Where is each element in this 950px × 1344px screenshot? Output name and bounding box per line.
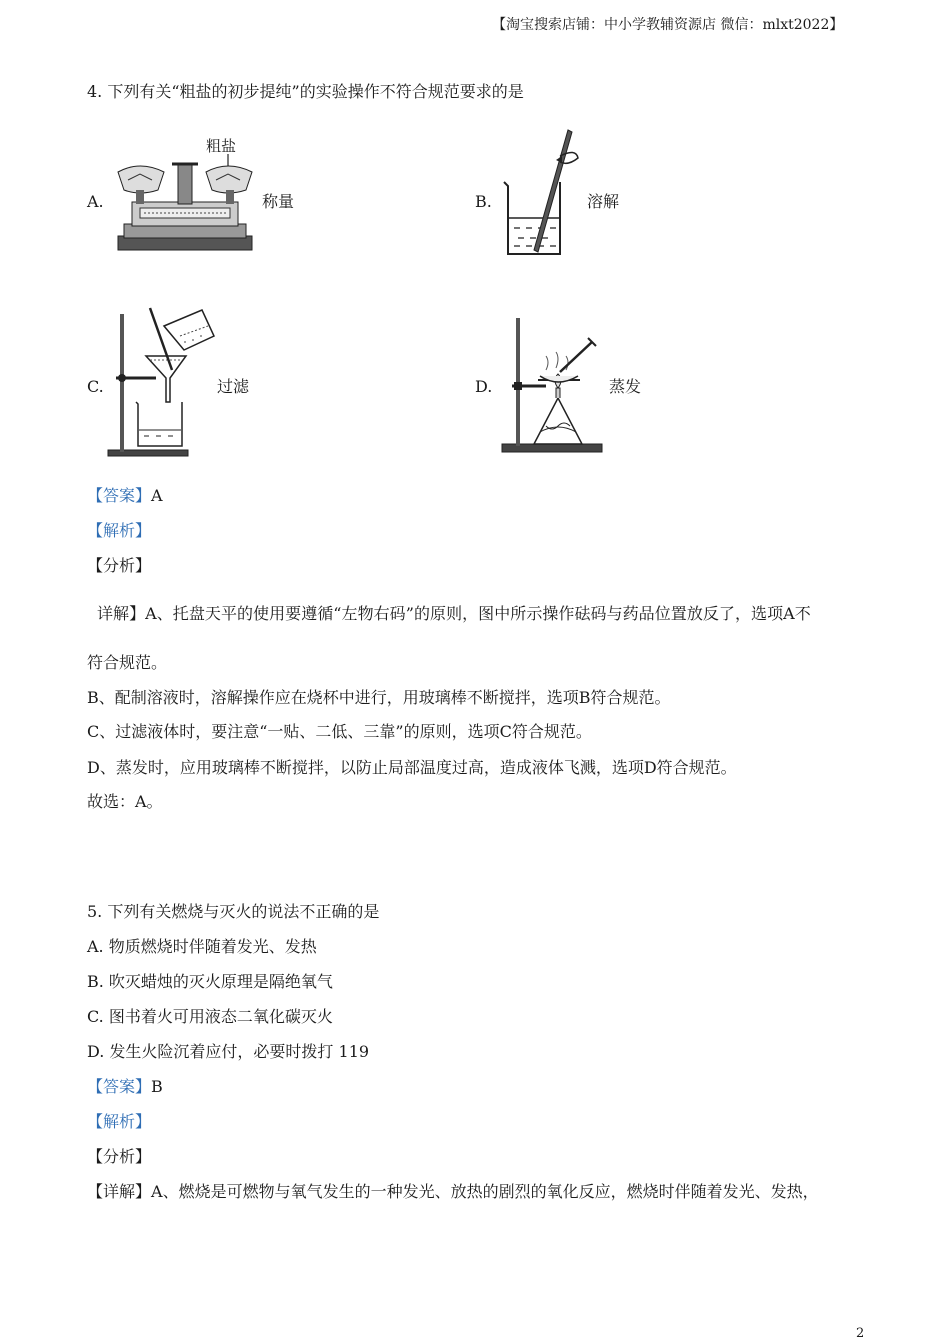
q4-answer-tag: 【答案】: [87, 486, 152, 505]
q4-detail-2: B、配制溶液时，溶解操作应在烧杯中进行，用玻璃棒不断搅拌，选项B符合规范。: [87, 688, 671, 707]
q5-detail-tag: 【详解】: [87, 1182, 152, 1201]
q5-answer-tag: 【答案】: [87, 1077, 152, 1096]
page-number: 2: [856, 1326, 865, 1341]
q4-detail-4: D、蒸发时，应用玻璃棒不断搅拌，以防止局部温度过高，造成液体飞溅，选项D符合规范。: [87, 758, 737, 777]
q4-answer-line: [87, 486, 163, 506]
q4-stem: 4. 下列有关“粗盐的初步提纯”的实验操作不符合规范要求的是: [87, 82, 524, 101]
q4-detail-3: C、过滤液体时，要注意“一贴、二低、三靠”的原则，选项C符合规范。: [87, 722, 592, 741]
q4-option-c-caption: 过滤: [217, 377, 250, 396]
q5-answer-line: [87, 1077, 163, 1097]
q4-option-a-letter: A.: [87, 192, 104, 211]
q4-answer-value: A: [151, 486, 163, 505]
q4-option-b-letter: B.: [475, 192, 492, 211]
q4-conclusion: 故选：A。: [87, 792, 163, 811]
q4-option-d-caption: 蒸发: [609, 377, 642, 396]
page-header: 【淘宝搜索店铺：中小学教辅资源店 微信：mlxt2022】: [492, 17, 844, 33]
q5-detail-1: A、燃烧是可燃物与氧气发生的一种发光、放热的剧烈的氧化反应，燃烧时伴随着发光、发热，: [151, 1182, 819, 1201]
q5-fenxi-tag: 【分析】: [87, 1147, 152, 1166]
q5-answer-value: B: [151, 1077, 163, 1096]
q5-option-b: B. 吹灭蜡烛的灭火原理是隔绝氧气: [87, 972, 333, 991]
q5-detail-line: [87, 1182, 819, 1202]
dissolving-figure: [498, 126, 588, 260]
evaporation-figure: [500, 314, 612, 456]
q4-option-a-caption: 称量: [262, 192, 295, 211]
figure-label-crude-salt: 粗盐: [206, 137, 237, 155]
q4-option-b-caption: 溶解: [587, 192, 620, 211]
q4-jiexi-tag: 【解析】: [87, 521, 152, 540]
q4-detail-1b: 符合规范。: [87, 653, 168, 672]
filtration-figure: [106, 306, 218, 458]
q4-option-d-letter: D.: [475, 377, 493, 396]
q4-option-c-letter: C.: [87, 377, 104, 396]
q5-option-d: D. 发生火险沉着应付，必要时拨打 119: [87, 1042, 370, 1061]
q5-stem: 5. 下列有关燃烧与灭火的说法不正确的是: [87, 902, 380, 921]
q4-detail-1: 详解】A、托盘天平的使用要遵循“左物右码”的原则，图中所示操作砝码与药品位置放反了，选项A不: [97, 604, 811, 623]
q4-fenxi-tag: 【分析】: [87, 556, 152, 575]
q5-jiexi-tag: 【解析】: [87, 1112, 152, 1131]
q5-option-c: C. 图书着火可用液态二氧化碳灭火: [87, 1007, 333, 1026]
q5-option-a: A. 物质燃烧时伴随着发光、发热: [87, 937, 317, 956]
balance-figure: [110, 132, 260, 256]
